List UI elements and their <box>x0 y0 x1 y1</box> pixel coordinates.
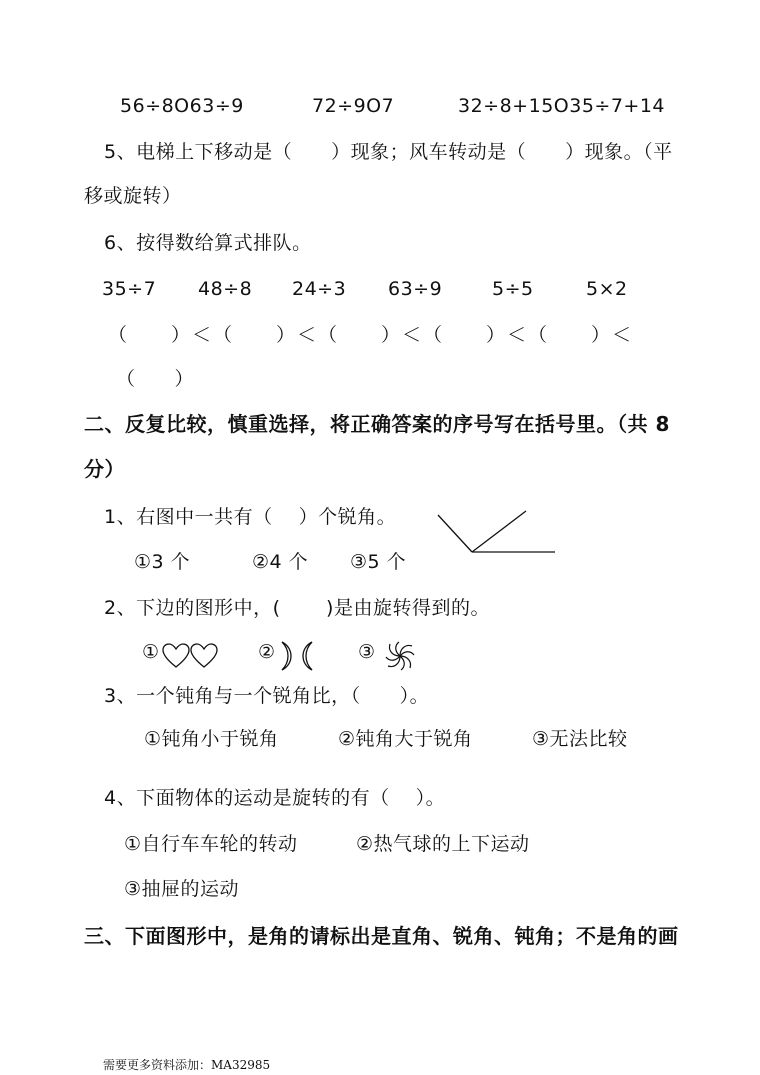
section-3-heading: 三、下面图形中，是角的请标出是直角、锐角、钝角；不是角的画 <box>84 924 679 948</box>
question-6: 6、按得数给算式排队。 <box>104 232 312 254</box>
section-2-heading-line-2: 分） <box>84 457 125 481</box>
crescent-pair-icon <box>278 640 318 672</box>
s2-q1-option-3: ③5 个 <box>350 551 407 573</box>
equation-3: 32÷8+15O35÷7+14 <box>458 95 666 117</box>
s2-q3-option-3: ③无法比较 <box>532 728 628 750</box>
section-2-heading-line-1: 二、反复比较，慎重选择，将正确答案的序号写在括号里。（共 8 <box>84 412 670 436</box>
footer-note: 需要更多资料添加：MA32985 <box>103 1058 271 1072</box>
s2-q3-option-2: ②钝角大于锐角 <box>338 728 473 750</box>
expression-5: 5÷5 <box>492 278 534 300</box>
s2-q4-option-2: ②热气球的上下运动 <box>356 833 530 855</box>
s2-q1-option-1: ①3 个 <box>134 551 191 573</box>
pinwheel-swirl-icon <box>384 640 416 672</box>
expression-6: 5×2 <box>586 278 628 300</box>
ordering-line-1: （ ）＜（ ）＜（ ）＜（ ）＜（ ）＜ <box>108 324 634 346</box>
question-5-line-1: 5、电梯上下移动是（ ）现象；风车转动是（ ）现象。（平 <box>104 141 673 163</box>
expression-1: 35÷7 <box>102 278 157 300</box>
s2-question-1: 1、右图中一共有（ ）个锐角。 <box>104 506 397 528</box>
two-hearts-icon <box>162 643 220 669</box>
s2-q4-option-1: ①自行车车轮的转动 <box>124 833 298 855</box>
s2-q3-option-1: ①钝角小于锐角 <box>144 728 279 750</box>
s2-question-3: 3、一个钝角与一个锐角比，（ ）。 <box>104 685 430 707</box>
ordering-line-2: （ ） <box>116 368 195 390</box>
s2-q2-option-1: ① <box>142 641 160 663</box>
s2-q2-option-2: ② <box>258 641 276 663</box>
equation-2: 72÷9O7 <box>312 95 395 117</box>
expression-2: 48÷8 <box>198 278 253 300</box>
question-5-line-2: 移或旋转） <box>84 185 182 207</box>
s2-question-4: 4、下面物体的运动是旋转的有（ ）。 <box>104 787 446 809</box>
expression-3: 24÷3 <box>292 278 347 300</box>
s2-q1-option-2: ②4 个 <box>252 551 309 573</box>
s2-q2-option-3: ③ <box>358 641 376 663</box>
angle-rays-figure <box>430 500 560 560</box>
equation-1: 56÷8O63÷9 <box>120 95 244 117</box>
s2-q4-option-3: ③抽屉的运动 <box>124 878 240 900</box>
s2-question-2: 2、下边的图形中，( )是由旋转得到的。 <box>104 597 490 619</box>
expression-4: 63÷9 <box>388 278 443 300</box>
